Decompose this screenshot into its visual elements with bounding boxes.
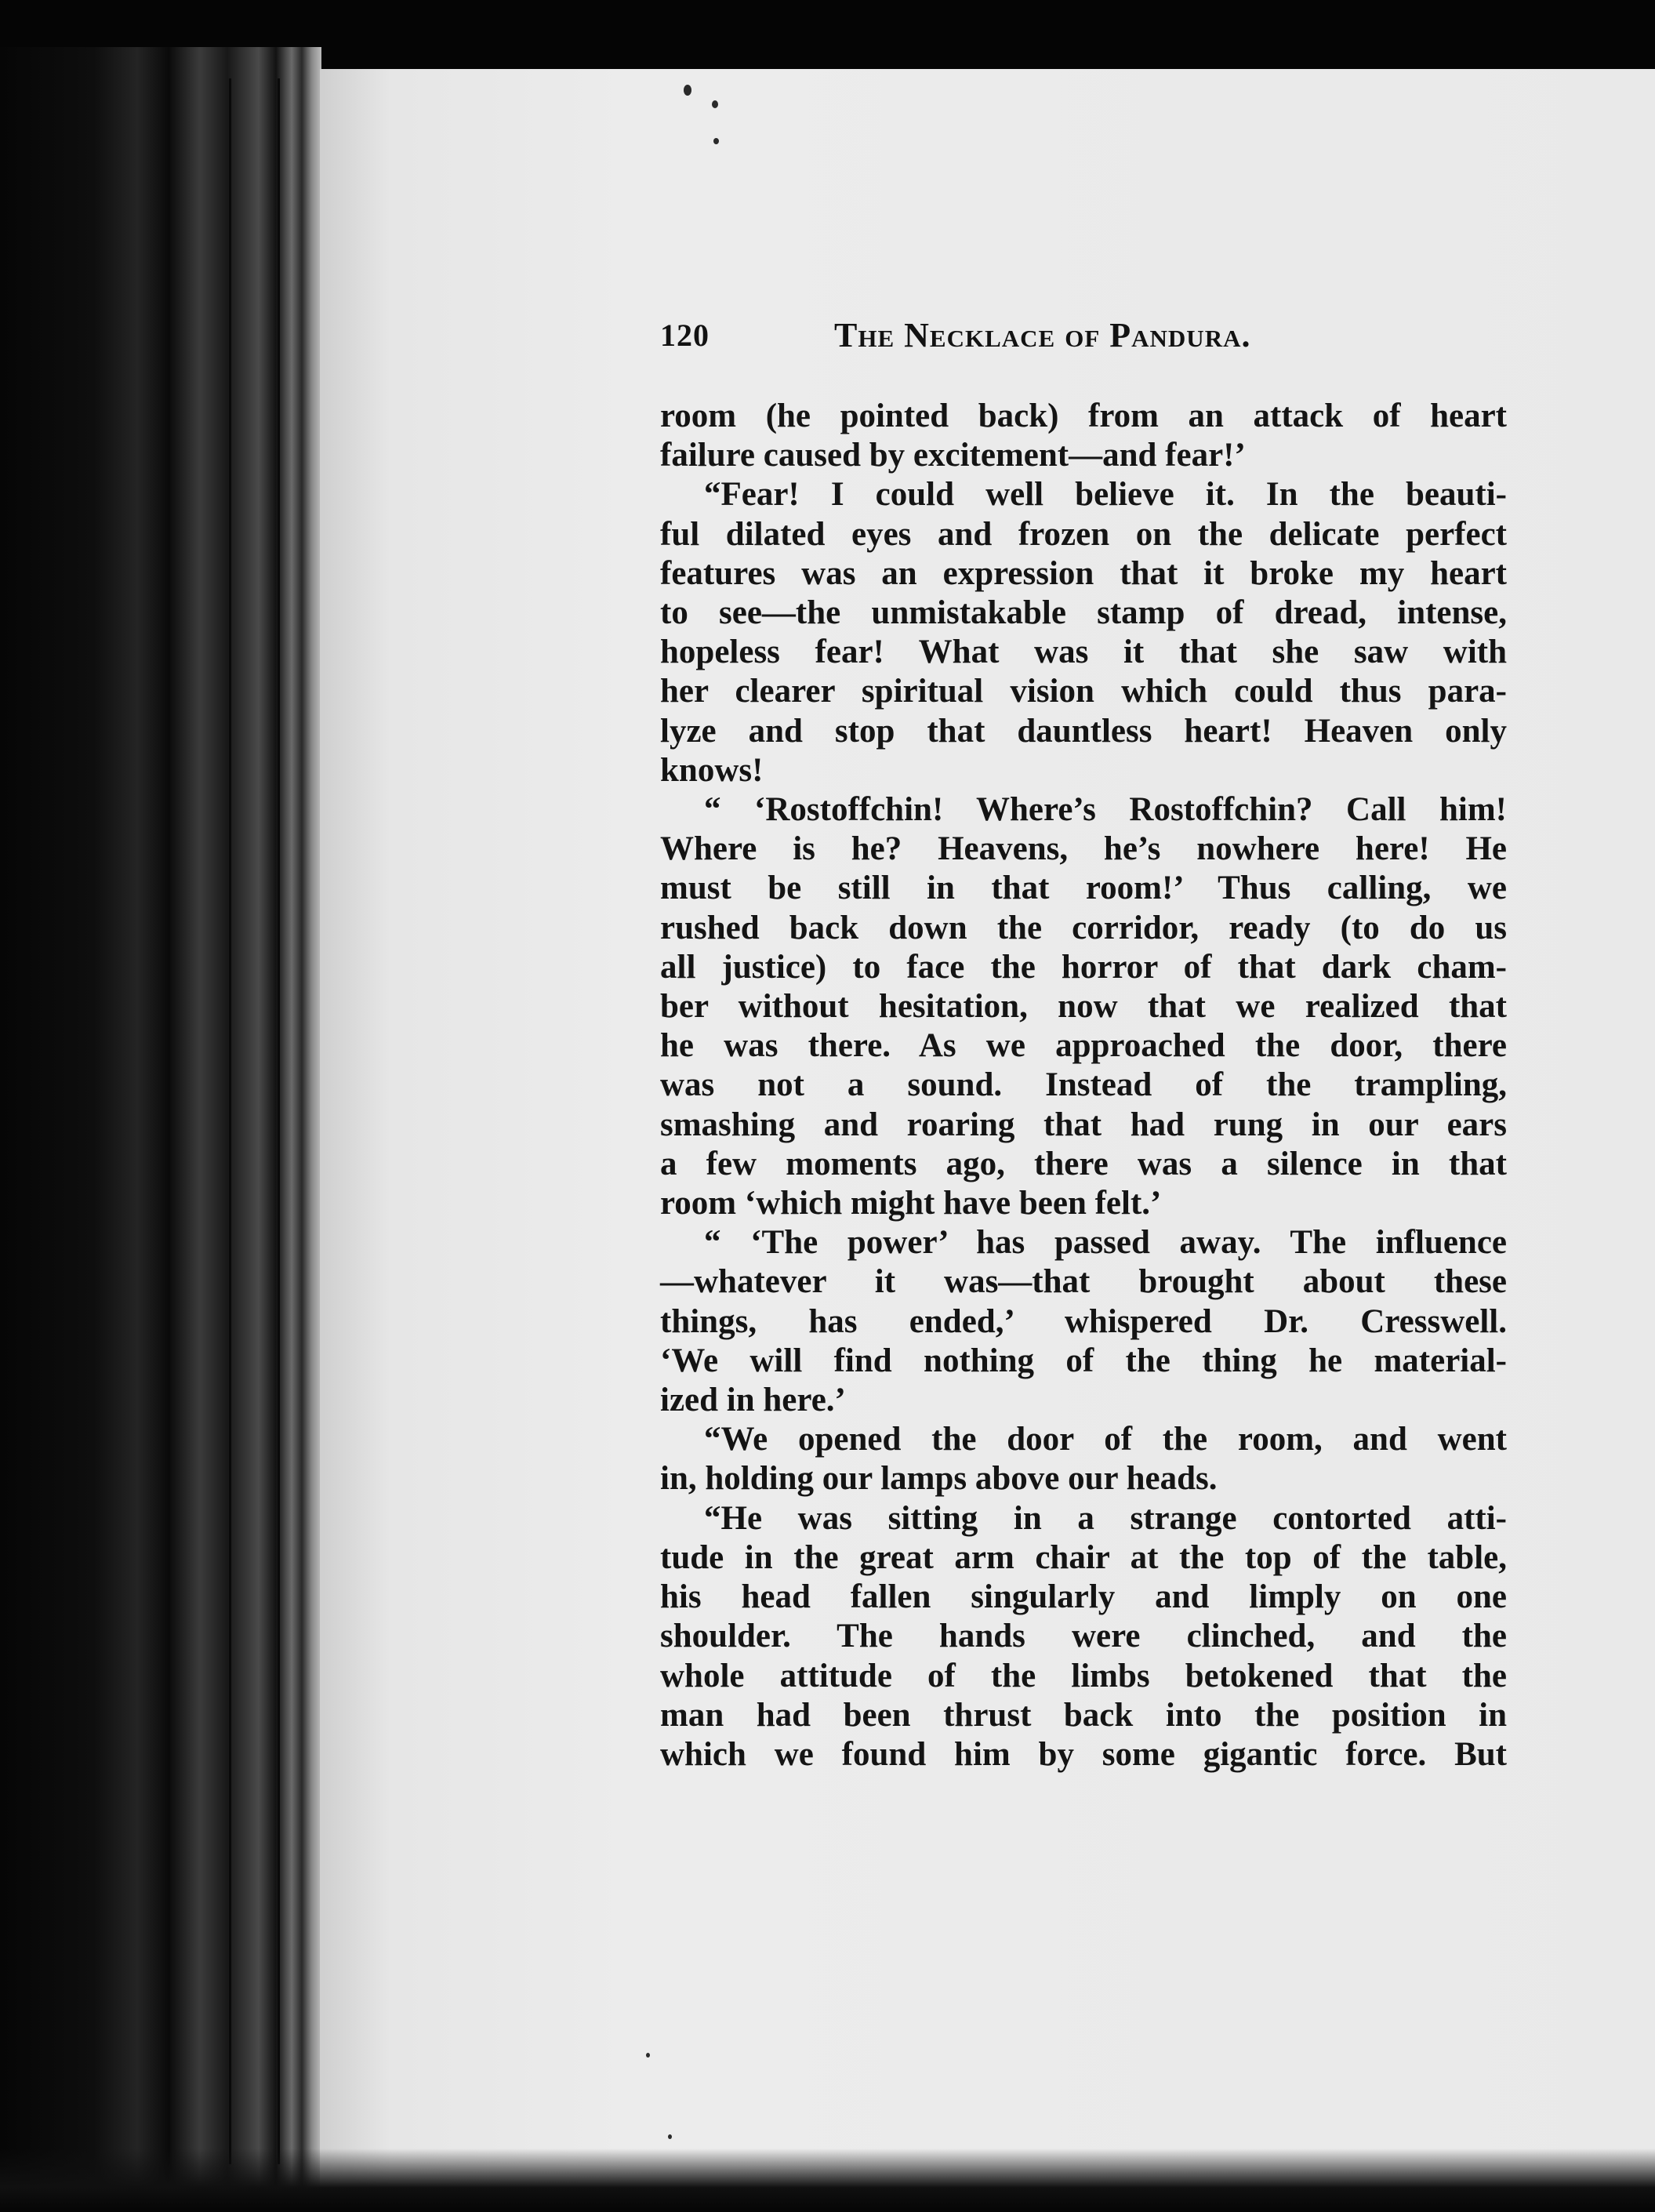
spine-edge-line	[168, 78, 170, 2164]
dust-speck	[684, 85, 691, 96]
text-line: was not a sound. Instead of the trampling,	[660, 1066, 1507, 1104]
dust-speck	[668, 2134, 672, 2139]
text-line: must be still in that room!’ Thus calling, we	[660, 870, 1507, 907]
spine-edge-line	[229, 78, 231, 2164]
text-line: failure caused by excitement—and fear!’	[660, 437, 1246, 474]
text-line: knows!	[660, 751, 764, 789]
text-line: “We opened the door of the room, and went	[704, 1421, 1507, 1458]
text-line: he was there. As we approached the door, there	[660, 1027, 1507, 1065]
text-line: whole attitude of the limbs betokened that the	[660, 1657, 1507, 1694]
book-spine	[0, 47, 321, 2212]
bottom-shadow	[0, 2148, 1655, 2212]
text-line: things, has ended,’ whispered Dr. Cresswell.	[660, 1302, 1507, 1340]
text-line: rushed back down the corridor, ready (to do us	[660, 909, 1507, 946]
text-line: “ ‘The power’ has passed away. The influence	[704, 1224, 1507, 1262]
page-number: 120	[660, 318, 710, 353]
text-line: features was an expression that it broke my heart	[660, 554, 1507, 592]
spine-edge-line	[278, 78, 280, 2164]
text-line: to see—the unmistakable stamp of dread, intense,	[660, 594, 1507, 632]
text-line: room ‘which might have been felt.’	[660, 1185, 1162, 1222]
text-line: shoulder. The hands were clinched, and the	[660, 1618, 1507, 1655]
text-line: ful dilated eyes and frozen on the delicate perfect	[660, 515, 1507, 553]
dust-speck	[713, 138, 719, 144]
text-line: room (he pointed back) from an attack of heart	[660, 398, 1507, 434]
text-line: Where is he? Heavens, he’s nowhere here! He	[660, 830, 1507, 868]
text-line: “Fear! I could well believe it. In the beauti-	[704, 476, 1507, 514]
text-line: ‘We will find nothing of the thing he material-	[660, 1342, 1507, 1379]
dust-speck	[646, 2053, 650, 2058]
text-line: tude in the great arm chair at the top of the table,	[660, 1538, 1507, 1576]
text-line: smashing and roaring that had rung in our ears	[660, 1106, 1507, 1143]
text-line: in, holding our lamps above our heads.	[660, 1460, 1218, 1498]
text-line: her clearer spiritual vision which could thus para-	[660, 673, 1507, 710]
text-line: lyze and stop that dauntless heart! Heaven only	[660, 712, 1507, 750]
text-line: hopeless fear! What was it that she saw with	[660, 634, 1507, 671]
text-line: a few moments ago, there was a silence in that	[660, 1145, 1507, 1182]
dust-speck	[712, 100, 718, 108]
text-line: all justice) to face the horror of that dark cham-	[660, 948, 1507, 986]
text-line: his head fallen singularly and limply on one	[660, 1578, 1507, 1616]
text-line: man had been thrust back into the position in	[660, 1696, 1507, 1734]
text-line: —whatever it was—that brought about these	[660, 1263, 1507, 1301]
text-line: “ ‘Rostoffchin! Where’s Rostoffchin? Call him!	[704, 791, 1507, 829]
text-line: ber without hesitation, now that we realized that	[660, 988, 1507, 1026]
running-title: The Necklace of Pandura.	[834, 316, 1251, 354]
running-header	[660, 311, 1397, 358]
text-line: ized in here.’	[660, 1382, 846, 1419]
text-line: which we found him by some gigantic force. But	[660, 1735, 1507, 1773]
body-text	[660, 397, 1507, 1774]
text-line: “He was sitting in a strange contorted atti-	[704, 1499, 1507, 1537]
